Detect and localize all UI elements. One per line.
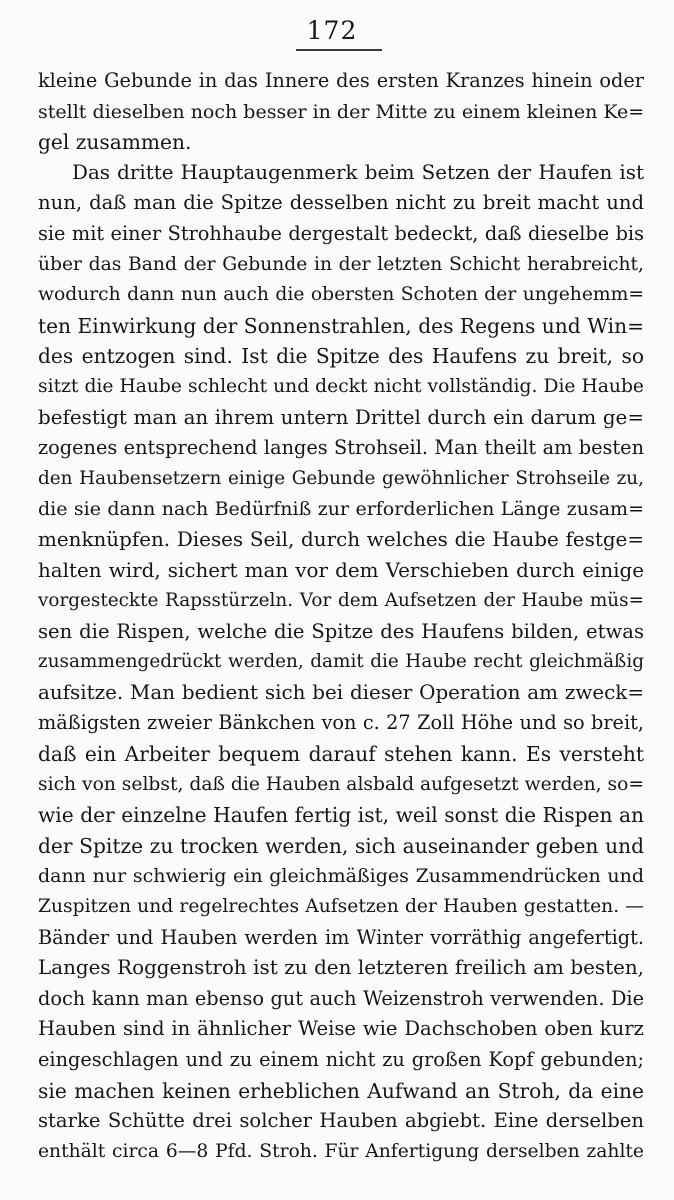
text-line: zogenes entsprechend langes Strohseil. Man theilt am besten [38,436,644,460]
text-line: sen die Rispen, welche die Spitze des Haufens bilden, etwas [38,619,644,643]
header-rule [296,49,382,51]
text-line: gel zusammen. [38,130,192,155]
text-line: mäßigsten zweier Bänkchen von c. 27 Zoll Höhe und so breit, [38,711,644,735]
text-line: ten Einwirkung der Sonnenstrahlen, des Regens und Win= [38,313,644,338]
text-line: daß ein Arbeiter bequem darauf stehen kann. Es versteht [38,742,644,767]
text-line: Das dritte Hauptaugenmerk beim Setzen der Haufen ist [72,160,644,184]
text-line: starke Schütte drei solcher Hauben abgiebt. Eine derselben [38,1109,644,1133]
text-line: der Spitze zu trocken werden, sich auseinander geben und [38,833,644,858]
text-line: befestigt man an ihrem untern Drittel durch ein darum ge= [38,405,644,429]
text-line: eingeschlagen und zu einem nicht zu großen Kopf gebunden; [38,1048,644,1071]
text-line: menknüpfen. Dieses Seil, durch welches die Haube festge= [38,527,644,551]
text-line: dann nur schwierig ein gleichmäßiges Zusammendrücken und [38,865,644,888]
text-line: sitzt die Haube schlecht und deckt nicht vollständig. Die Haube [38,375,644,397]
text-line: stellt dieselben noch besser in der Mitte zu einem kleinen Ke= [38,100,644,123]
text-line: aufsitze. Man bedient sich bei dieser Operation am zweck= [38,680,644,704]
text-line: Hauben sind in ähnlicher Weise wie Dachschoben oben kurz [38,1017,644,1041]
text-line: doch kann man ebenso gut auch Weizenstroh verwenden. Die [38,986,644,1010]
text-line: kleine Gebunde in das Innere des ersten Kranzes hinein oder [38,69,644,92]
text-line: wie der einzelne Haufen fertig ist, weil sonst die Rispen an [38,803,644,828]
text-body [38,66,644,1167]
text-line: enthält circa 6—8 Pfd. Stroh. Für Anfertigung derselben zahlte [38,1140,644,1162]
text-line: Zuspitzen und regelrechtes Aufsetzen der Hauben gestatten. — [38,896,644,918]
text-line: vorgesteckte Rapsstürzeln. Vor dem Aufsetzen der Haube müs= [38,590,644,612]
text-line: wodurch dann nun auch die obersten Schoten der ungehemm= [38,284,644,306]
text-line: über das Band der Gebunde in der letzten Schicht herabreicht, [38,253,644,275]
text-line: sie machen keinen erheblichen Aufwand an Stroh, da eine [38,1078,644,1103]
text-line: des entzogen sind. Ist die Spitze des Haufens zu breit, so [38,344,644,369]
text-line: Langes Roggenstroh ist zu den letzteren freilich am besten, [38,956,644,980]
text-line: sie mit einer Strohhaube dergestalt bedeckt, daß dieselbe bis [38,221,644,245]
text-line: nun, daß man die Spitze desselben nicht zu breit macht und [38,191,644,215]
text-line: Bänder und Hauben werden im Winter vorräthig angefertigt. [38,925,644,949]
page-number: 172 [306,16,358,45]
text-line: den Haubensetzern einige Gebunde gewöhnlicher Strohseile zu, [38,467,644,489]
text-line: sich von selbst, daß die Hauben alsbald aufgesetzt werden, so= [38,773,644,795]
text-line: die sie dann nach Bedürfniß zur erforderlichen Länge zusam= [38,498,644,521]
text-line: halten wird, sichert man vor dem Verschieben durch einige [38,558,644,582]
text-line: zusammengedrückt werden, damit die Haube recht gleichmäßig [38,651,644,673]
